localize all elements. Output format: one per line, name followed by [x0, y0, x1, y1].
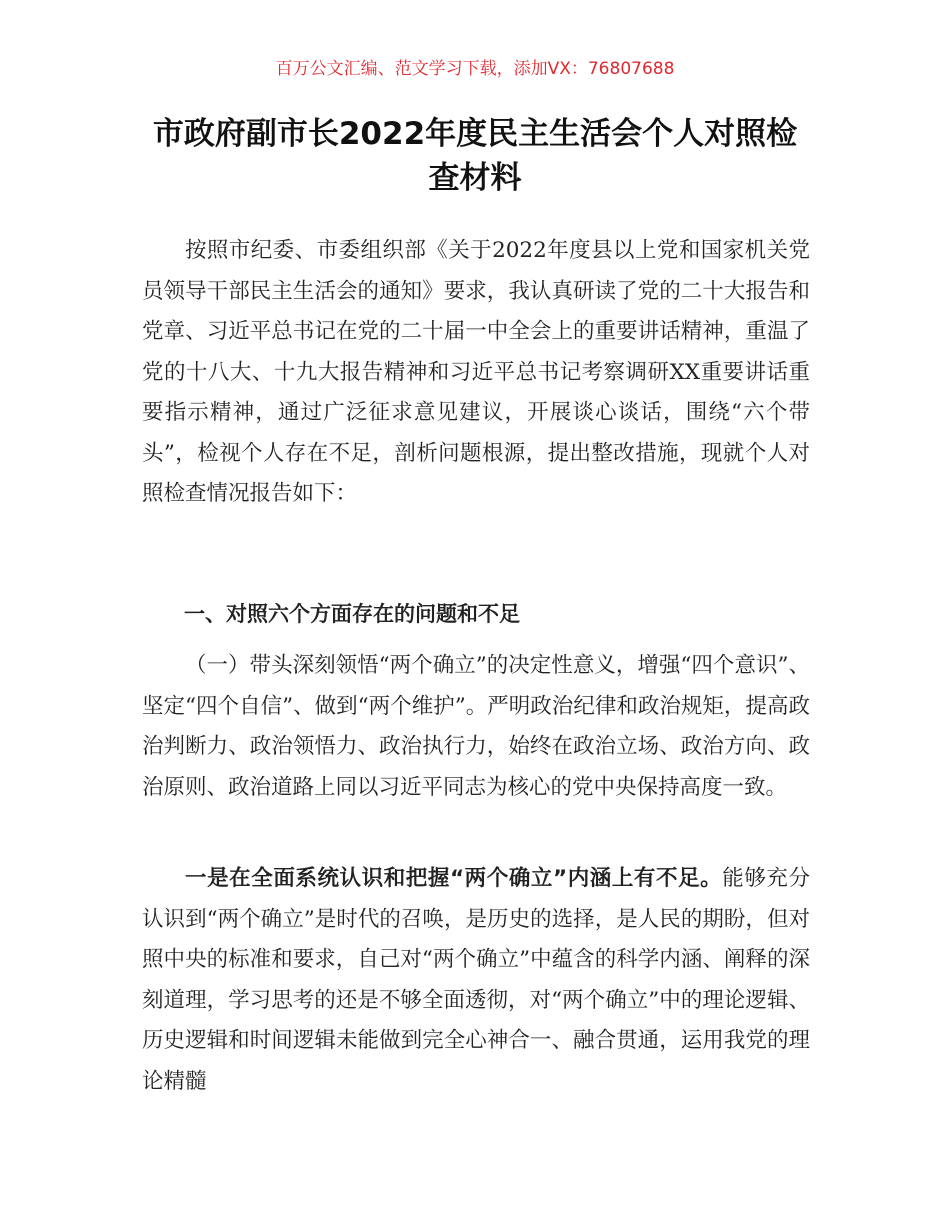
point-1-body: 能够充分认识到“两个确立”是时代的召唤，是历史的选择，是人民的期盼，但对照中央的标准和要求，自己对“两个确立”中蕴含的科学内涵、阐释的深刻道理，学习思考的还是不够全面透彻，对“两个确立”中的理论逻辑、历史逻辑和时间逻辑未能做到完全心神合一、融合贯通，运用我党的理论精髓 — [142, 866, 810, 1094]
section-heading-1: 一、对照六个方面存在的问题和不足 — [184, 602, 520, 626]
document-title: 市政府副市长2022年度民主生活会个人对照检查材料 — [152, 116, 798, 196]
header-watermark-note: 百万公文汇编、范文学习下载，添加VX：76807688 — [275, 59, 675, 79]
intro-paragraph: 按照市纪委、市委组织部《关于2022年度县以上党和国家机关党员领导干部民主生活会的通知》要求，我认真研读了党的二十大报告和党章、习近平总书记在党的二十届一中全会上的重要讲话精神，重温了党的十八大、十九大报告精神和习近平总书记考察调研XX重要讲话重要指示精神，通过广泛征求意见建议，开展谈心谈话，围绕“六个带头”，检视个人存在不足，剖析问题根源，提出整改措施，现就个人对照检查情况报告如下： — [142, 238, 810, 506]
point-1-paragraph — [142, 859, 810, 1102]
point-1-lead: 一是在全面系统认识和把握“两个确立”内涵上有不足。 — [185, 866, 723, 891]
item-1-paragraph: （一）带头深刻领悟“两个确立”的决定性意义，增强“四个意识”、坚定“四个自信”、做到“两个维护”。严明政治纪律和政治规矩，提高政治判断力、政治领悟力、政治执行力，始终在政治立场、政治方向、政治原则、政治道路上同以习近平同志为核心的党中央保持高度一致。 — [142, 653, 810, 800]
